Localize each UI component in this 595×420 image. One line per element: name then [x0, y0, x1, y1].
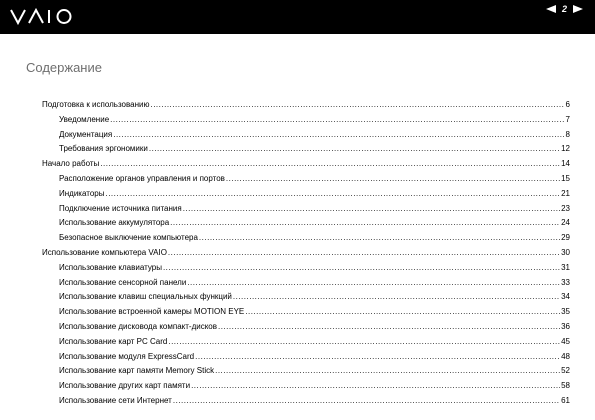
toc-entry-label: Использование сети Интернет [59, 395, 172, 405]
next-page-arrow-icon[interactable] [573, 5, 583, 13]
page-title: Содержание [26, 60, 102, 75]
toc-leader-dots [168, 246, 560, 261]
vaio-logo [10, 8, 74, 26]
toc-entry-label: Использование клавиатуры [59, 262, 162, 272]
toc-entry-page: 24 [561, 218, 570, 228]
toc-leader-dots [218, 320, 560, 335]
toc-entry[interactable] [42, 113, 570, 128]
toc-entry-label: Использование аккумулятора [59, 218, 170, 228]
toc-leader-dots [163, 261, 560, 276]
toc-entry[interactable] [42, 172, 570, 187]
toc-entry[interactable] [42, 320, 570, 335]
toc-entry[interactable] [42, 364, 570, 379]
toc-entry-label: Использование сенсорной панели [59, 277, 187, 287]
toc-entry-page: 12 [561, 144, 570, 154]
toc-leader-dots [226, 172, 560, 187]
toc-entry[interactable] [42, 157, 570, 172]
toc-entry[interactable] [42, 261, 570, 276]
header-bar [0, 0, 595, 34]
toc-entry-page: 52 [561, 366, 570, 376]
toc-leader-dots [187, 276, 560, 291]
toc-entry-label: Использование дисковода компакт-дисков [59, 321, 217, 331]
toc-entry-page: 23 [561, 203, 570, 213]
toc-entry-label: Начало работы [42, 159, 100, 169]
toc-entry[interactable] [42, 187, 570, 202]
toc-entry-page: 45 [561, 336, 570, 346]
toc-entry-label: Безопасное выключение компьютера [59, 233, 198, 243]
toc-entry-page: 30 [561, 247, 570, 257]
toc-entry-page: 31 [561, 262, 570, 272]
toc-entry[interactable] [42, 394, 570, 409]
toc-leader-dots [100, 157, 560, 172]
toc-leader-dots [113, 128, 564, 143]
toc-entry-label: Использование модуля ExpressCard [59, 351, 195, 361]
toc-entry[interactable] [42, 216, 570, 231]
toc-entry-label: Требования эргономики [59, 144, 148, 154]
toc-entry-page: 36 [561, 321, 570, 331]
toc-leader-dots [168, 335, 560, 350]
toc-entry-label: Уведомление [59, 114, 110, 124]
page-navigation [546, 3, 583, 15]
toc-entry[interactable] [42, 98, 570, 113]
prev-page-arrow-icon[interactable] [546, 5, 556, 13]
toc-leader-dots [191, 379, 560, 394]
toc-entry-label: Использование других карт памяти [59, 381, 191, 391]
toc-entry-page: 58 [561, 381, 570, 391]
toc-leader-dots [170, 216, 560, 231]
toc-entry[interactable] [42, 379, 570, 394]
toc-entry-page: 8 [565, 129, 570, 139]
toc-leader-dots [245, 305, 560, 320]
toc-entry[interactable] [42, 202, 570, 217]
toc-entry[interactable] [42, 335, 570, 350]
toc-entry-label: Подготовка к использованию [42, 100, 150, 109]
toc-entry-page: 29 [561, 233, 570, 243]
table-of-contents [42, 98, 570, 409]
toc-entry-page: 48 [561, 351, 570, 361]
toc-entry-page: 33 [561, 277, 570, 287]
toc-entry[interactable] [42, 290, 570, 305]
toc-entry-page: 21 [561, 188, 570, 198]
toc-leader-dots [199, 231, 560, 246]
toc-entry-label: Индикаторы [59, 188, 105, 198]
toc-entry-page: 35 [561, 307, 570, 317]
toc-entry-page: 61 [561, 395, 570, 405]
toc-entry[interactable] [42, 142, 570, 157]
toc-entry-label: Использование встроенной камеры MOTION EYE [59, 307, 245, 317]
toc-entry-label: Использование клавиш специальных функций [59, 292, 232, 302]
toc-leader-dots [215, 364, 560, 379]
toc-entry[interactable] [42, 350, 570, 365]
toc-entry[interactable] [42, 276, 570, 291]
toc-entry-page: 14 [561, 159, 570, 169]
toc-entry-page: 7 [565, 114, 570, 124]
toc-leader-dots [110, 113, 564, 128]
toc-leader-dots [150, 98, 564, 113]
toc-entry[interactable] [42, 305, 570, 320]
toc-leader-dots [149, 142, 560, 157]
toc-entry-page: 34 [561, 292, 570, 302]
toc-entry-page: 6 [565, 100, 570, 109]
toc-entry-page: 15 [561, 173, 570, 183]
toc-leader-dots [173, 394, 560, 409]
toc-entry-label: Использование карт PC Card [59, 336, 168, 346]
toc-entry-label: Использование компьютера VAIO [42, 247, 167, 257]
toc-entry-label: Подключение источника питания [59, 203, 182, 213]
toc-leader-dots [105, 187, 560, 202]
toc-entry-label: Расположение органов управления и портов [59, 173, 225, 183]
toc-entry[interactable] [42, 246, 570, 261]
toc-entry[interactable] [42, 128, 570, 143]
toc-entry-label: Документация [59, 129, 113, 139]
toc-entry[interactable] [42, 231, 570, 246]
page-number: 2 [561, 4, 567, 14]
toc-entry-label: Использование карт памяти Memory Stick [59, 366, 215, 376]
toc-leader-dots [183, 202, 560, 217]
toc-leader-dots [195, 350, 560, 365]
toc-leader-dots [233, 290, 560, 305]
